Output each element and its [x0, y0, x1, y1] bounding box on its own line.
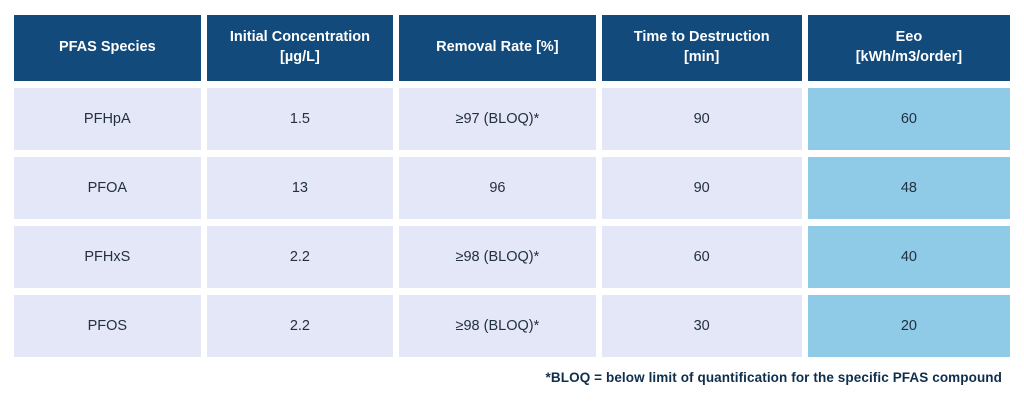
cell-removal-rate: ≥97 (BLOQ)* — [399, 88, 595, 150]
column-header-initial-concentration — [207, 15, 394, 81]
column-header-removal-rate — [399, 15, 595, 81]
column-header-line2: [min] — [683, 49, 720, 65]
column-header-line1: PFAS Species — [58, 39, 156, 56]
cell-concentration: 2.2 — [207, 295, 394, 357]
cell-time-to-destruction: 60 — [602, 226, 802, 288]
cell-concentration: 2.2 — [207, 226, 394, 288]
cell-species: PFHpA — [14, 88, 201, 150]
cell-time-to-destruction: 90 — [602, 88, 802, 150]
cell-removal-rate: 96 — [399, 157, 595, 219]
table-row — [14, 157, 1010, 219]
pfas-results-table-wrapper — [8, 8, 1016, 364]
cell-time-to-destruction: 30 — [602, 295, 802, 357]
cell-concentration: 1.5 — [207, 88, 394, 150]
table-row — [14, 295, 1010, 357]
table-row — [14, 88, 1010, 150]
table-footnote: *BLOQ = below limit of quantification for the specific PFAS compound — [545, 370, 1002, 385]
cell-eeo: 40 — [808, 226, 1010, 288]
cell-species: PFOA — [14, 157, 201, 219]
cell-eeo: 48 — [808, 157, 1010, 219]
table-header — [14, 15, 1010, 81]
column-header-pfas-species — [14, 15, 201, 81]
pfas-results-table — [8, 8, 1016, 364]
column-header-line1: Removal Rate [%] — [436, 39, 559, 56]
column-header-time-to-destruction — [602, 15, 802, 81]
column-header-line2: [kWh/m3/order] — [855, 49, 963, 65]
cell-removal-rate: ≥98 (BLOQ)* — [399, 226, 595, 288]
cell-concentration: 13 — [207, 157, 394, 219]
cell-species: PFOS — [14, 295, 201, 357]
cell-eeo: 20 — [808, 295, 1010, 357]
column-header-line1: Eeo — [895, 29, 923, 46]
table-header-row — [14, 15, 1010, 81]
cell-time-to-destruction: 90 — [602, 157, 802, 219]
column-header-line1: Initial Concentration — [229, 29, 370, 46]
column-header-line2: [µg/L] — [280, 49, 320, 65]
table-body — [14, 88, 1010, 357]
cell-eeo: 60 — [808, 88, 1010, 150]
cell-removal-rate: ≥98 (BLOQ)* — [399, 295, 595, 357]
table-row — [14, 226, 1010, 288]
column-header-eeo — [808, 15, 1010, 81]
cell-species: PFHxS — [14, 226, 201, 288]
column-header-line1: Time to Destruction — [633, 29, 770, 46]
